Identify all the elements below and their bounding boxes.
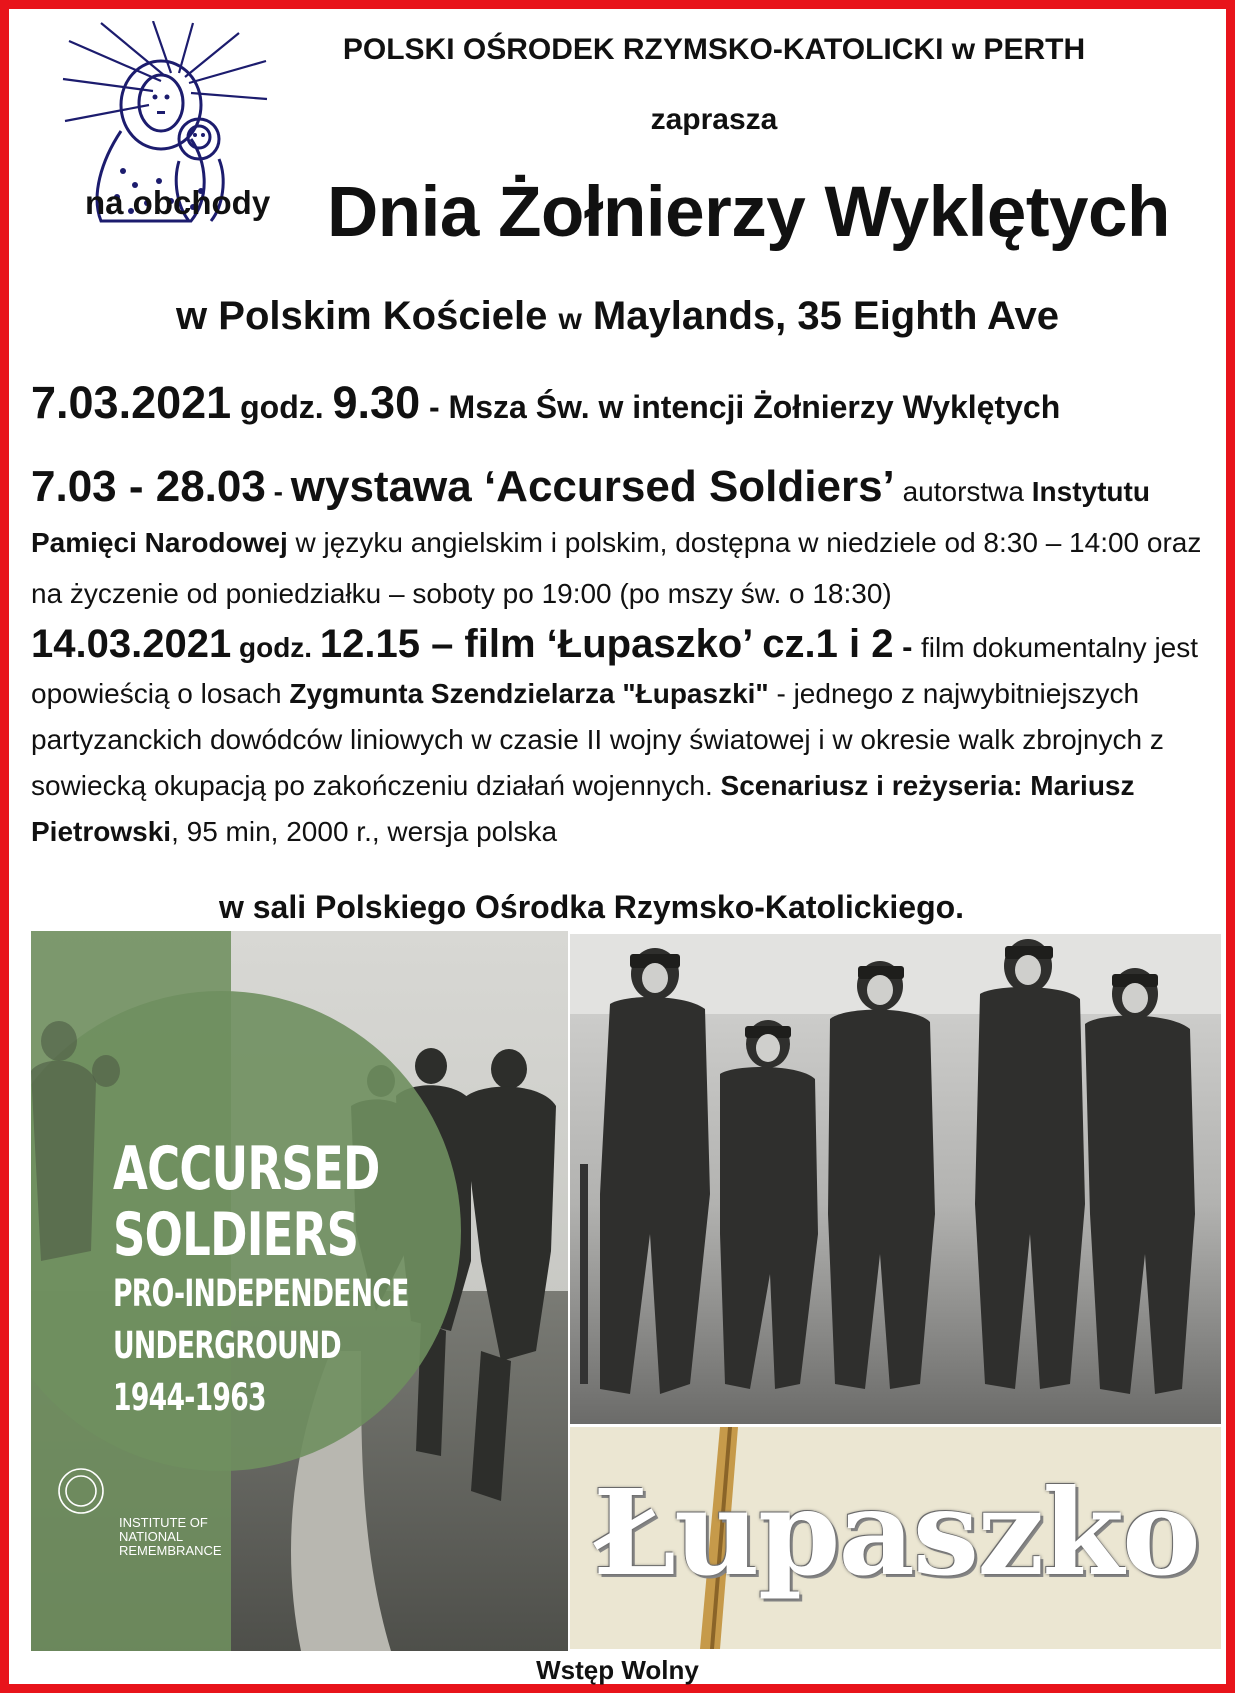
event-exhibition-date: 7.03 - 28.03	[31, 462, 266, 511]
event-exhibition	[31, 461, 1216, 619]
organization-name: POLSKI OŚRODEK RZYMSKO-KATOLICKI w PERTH	[342, 33, 1086, 66]
event-film-date: 14.03.2021	[31, 622, 232, 666]
event-film-time: 12.15 – film ‘Łupaszko’ cz.1 i 2	[319, 622, 894, 666]
venue-part-1: w Polskim Kościele	[176, 294, 559, 338]
poster-line-4: UNDERGROUND	[113, 1324, 341, 1367]
film-title-card	[570, 1427, 1221, 1649]
invites-text: zaprasza	[650, 103, 778, 136]
soldiers-photo-image	[570, 934, 1221, 1424]
poster-line-2: SOLDIERS	[113, 1200, 359, 1270]
event-film-desc-1: film dokumentalny jest opowieścią o losach	[31, 632, 1199, 709]
film-location: w sali Polskiego Ośrodka Rzymsko-Katolickiego.	[218, 889, 965, 925]
event-exhibition-dash: -	[265, 476, 291, 507]
event-mass-desc: - Msza Św. w intencji Żołnierzy Wyklętych	[420, 389, 1061, 425]
film-title: Łupaszko	[592, 1463, 1199, 1602]
free-entry-label: Wstęp Wolny	[536, 1655, 699, 1685]
venue-part-2: w	[558, 303, 582, 336]
poster-line-5: 1944-1963	[113, 1376, 266, 1419]
event-title: Dnia Żołnierzy Wyklętych	[327, 173, 1170, 252]
event-mass-time-label: godz.	[231, 389, 333, 425]
event-exhibition-desc: w języku angielskim i polskim, dostępna w niedziele od 8:30 – 14:00 oraz na życzenie od poniedziałku – soboty po 19:00 (po mszy św. o 18:30)	[31, 527, 1202, 609]
event-film	[31, 621, 1221, 855]
event-exhibition-author: Instytutu Pamięci Narodowej	[31, 476, 1150, 558]
venue-part-3: Maylands, 35 Eighth Ave	[581, 294, 1059, 338]
event-film-desc-2: - jednego z najwybitniejszych partyzanckich dowódców liniowych w czasie II wojny światowej i w okresie walk zbrojnych z sowiecką okupacją po zakończeniu działań wojennych.	[31, 678, 1164, 801]
event-film-credits-label: Scenariusz i reżyseria: Mariusz Pietrowski	[31, 770, 1135, 847]
event-mass	[31, 377, 1060, 429]
poster-line-1: ACCURSED	[113, 1134, 380, 1204]
event-film-time-label: godz.	[231, 632, 320, 663]
event-film-dash: -	[893, 629, 922, 664]
ceremony-prefix: na obchody	[85, 184, 271, 221]
venue-line	[9, 294, 1226, 339]
poster-institute-label: INSTITUTE OF NATIONAL REMEMBRANCE	[119, 1515, 222, 1558]
event-exhibition-title: wystawa ‘Accursed Soldiers’	[290, 462, 895, 511]
exhibition-poster	[31, 931, 568, 1651]
soldiers-group-photo	[570, 934, 1221, 1424]
poster-title-block	[113, 1136, 524, 1424]
event-exhibition-by: autorstwa	[894, 476, 1032, 507]
event-film-credits: , 95 min, 2000 r., wersja polska	[171, 816, 558, 847]
event-mass-time: 9.30	[332, 377, 421, 428]
poster-line-3: PRO-INDEPENDENCE	[113, 1272, 409, 1315]
event-film-subject: Zygmunta Szendzielarza "Łupaszki"	[289, 678, 769, 709]
event-mass-date: 7.03.2021	[31, 377, 232, 428]
